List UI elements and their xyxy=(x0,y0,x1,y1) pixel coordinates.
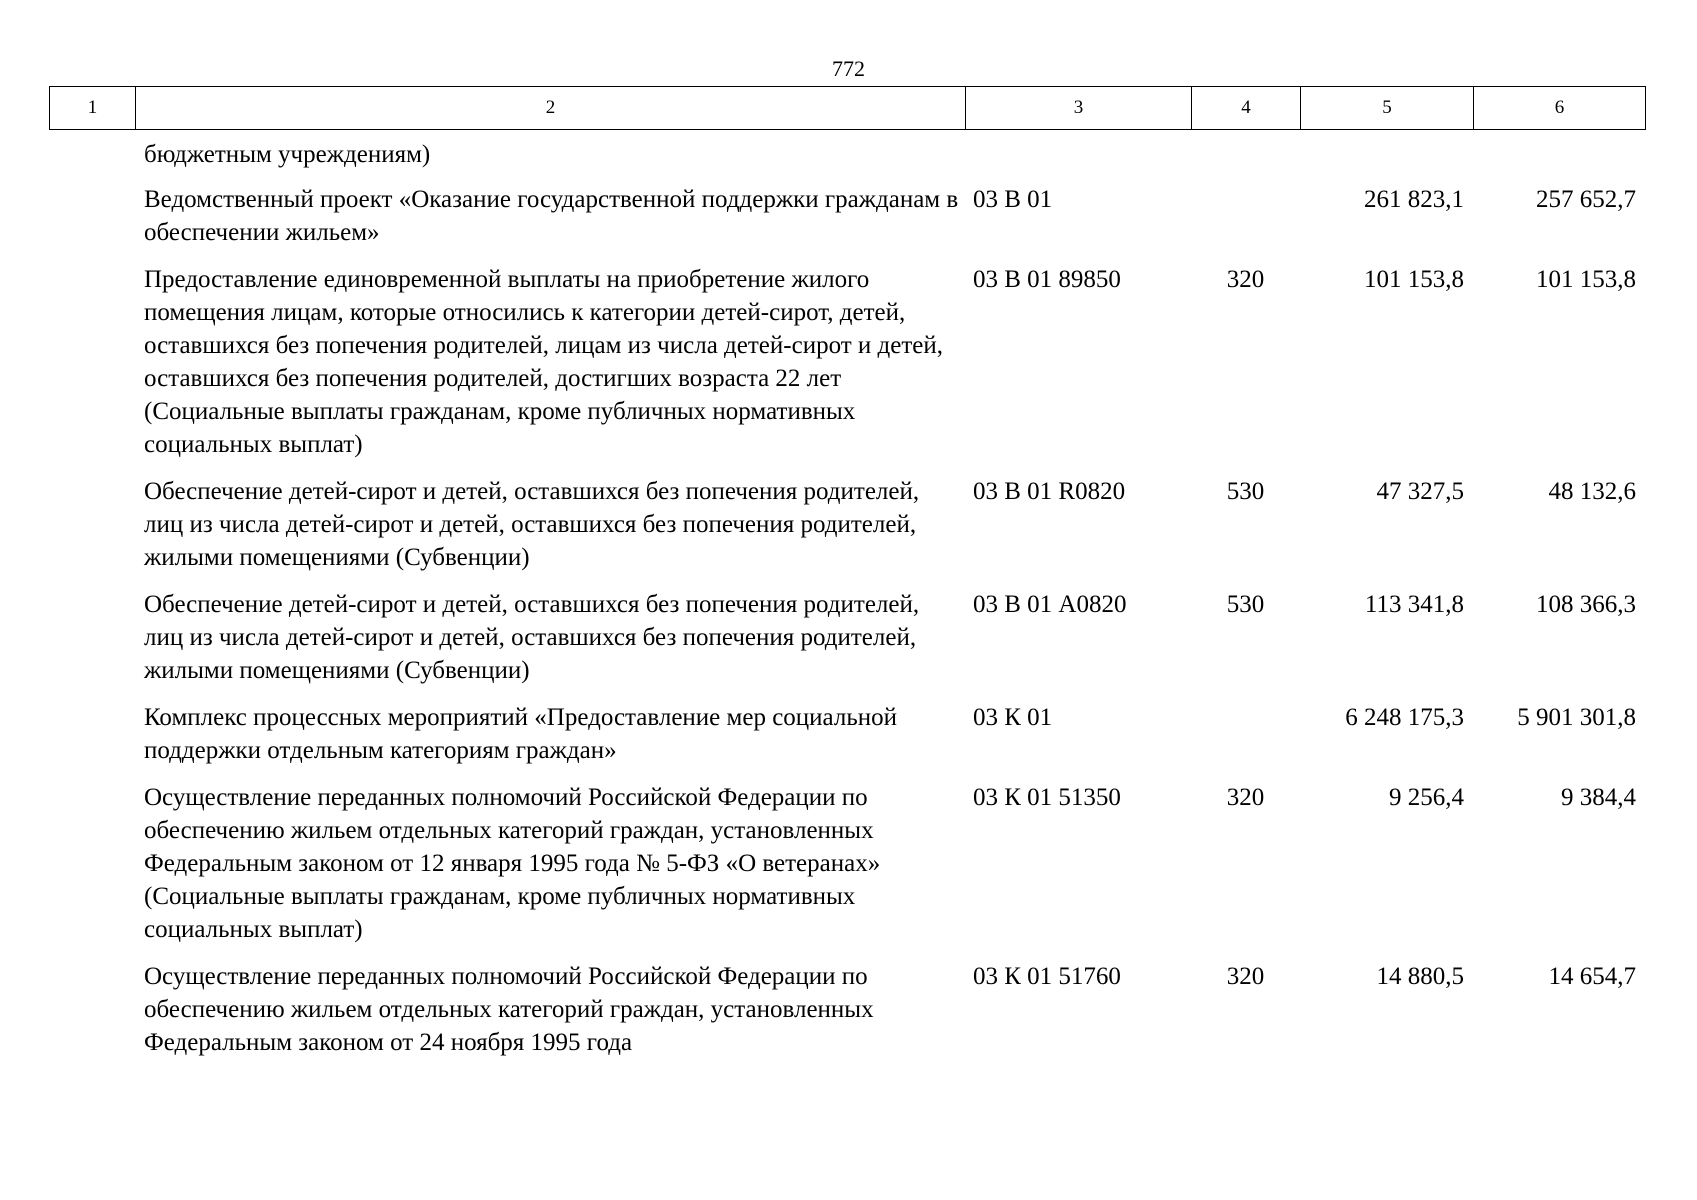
row-value-5: 101 153,8 xyxy=(1364,266,1464,293)
row-description: Обеспечение детей-сирот и детей, оставшихся без попечения родителей, лиц из числа детей-сирот и детей, оставшихся без попечения родителей, жилыми помещениями (Субвенции) xyxy=(144,478,920,571)
row-expense-type: 530 xyxy=(1226,478,1265,505)
row-description: Осуществление переданных полномочий Российской Федерации по обеспечению жильем отдельных категорий граждан, установленных Федеральным законом от 12 января 1995 года № 5-ФЗ «О ветеранах» (Социальные выплаты гражданам, кроме публичных нормативных социальных выплат) xyxy=(144,784,881,943)
row-expense-type xyxy=(1191,183,1300,263)
row-code: 03 К 01 xyxy=(973,704,1053,731)
row-code: 03 В 01 R0820 xyxy=(973,478,1126,505)
header-col-6: 6 xyxy=(1474,87,1646,130)
table-row xyxy=(49,183,1645,263)
table-row xyxy=(49,781,1645,960)
row-description: Обеспечение детей-сирот и детей, оставшихся без попечения родителей, лиц из числа детей-сирот и детей, оставшихся без попечения родителей, жилыми помещениями (Субвенции) xyxy=(144,591,920,684)
row-code: 03 В 01 89850 xyxy=(973,266,1121,293)
row-code: 03 В 01 xyxy=(973,186,1053,213)
column-number-header xyxy=(49,86,1646,130)
header-col-4: 4 xyxy=(1192,87,1301,130)
header-col-2: 2 xyxy=(136,87,966,130)
row-value-5 xyxy=(1300,138,1473,183)
row-code: 03 К 01 51350 xyxy=(973,784,1121,811)
row-value-6: 108 366,3 xyxy=(1536,591,1636,618)
table-row xyxy=(49,475,1645,588)
table-row xyxy=(49,701,1645,781)
row-value-5: 47 327,5 xyxy=(1376,478,1464,505)
row-value-6: 5 901 301,8 xyxy=(1517,704,1636,731)
header-col-3: 3 xyxy=(966,87,1192,130)
row-description: бюджетным учреждениям) xyxy=(144,141,431,168)
row-code xyxy=(965,138,1191,183)
table-row xyxy=(49,138,1645,183)
row-expense-type: 530 xyxy=(1226,591,1265,618)
row-code: 03 В 01 А0820 xyxy=(973,591,1127,618)
row-code: 03 К 01 51760 xyxy=(973,963,1121,990)
row-expense-type: 320 xyxy=(1226,963,1265,990)
row-description: Комплекс процессных мероприятий «Предоставление мер социальной поддержки отдельным категориям граждан» xyxy=(144,704,898,764)
row-description: Осуществление переданных полномочий Российской Федерации по обеспечению жильем отдельных категорий граждан, установленных Федеральным законом от 24 ноября 1995 года xyxy=(144,963,874,1056)
row-expense-type xyxy=(1191,701,1300,781)
header-col-1: 1 xyxy=(50,87,136,130)
row-value-5: 6 248 175,3 xyxy=(1345,704,1464,731)
row-value-6 xyxy=(1473,138,1645,183)
budget-table xyxy=(49,138,1645,1073)
row-value-5: 9 256,4 xyxy=(1389,784,1464,811)
row-expense-type xyxy=(1191,138,1300,183)
row-expense-type: 320 xyxy=(1226,784,1265,811)
row-value-5: 14 880,5 xyxy=(1376,963,1464,990)
header-col-5: 5 xyxy=(1301,87,1474,130)
header-row xyxy=(50,87,1646,130)
row-value-6: 257 652,7 xyxy=(1536,186,1636,213)
row-value-6: 48 132,6 xyxy=(1548,478,1636,505)
table-row xyxy=(49,263,1645,475)
table-row xyxy=(49,960,1645,1073)
row-description: Ведомственный проект «Оказание государственной поддержки гражданам в обеспечении жильем» xyxy=(144,186,959,246)
row-value-5: 113 341,8 xyxy=(1364,591,1464,618)
row-value-5: 261 823,1 xyxy=(1364,186,1464,213)
table-row xyxy=(49,588,1645,701)
row-value-6: 14 654,7 xyxy=(1548,963,1636,990)
row-expense-type: 320 xyxy=(1226,266,1265,293)
row-value-6: 9 384,4 xyxy=(1561,784,1636,811)
page-number: 772 xyxy=(832,56,865,81)
row-description: Предоставление единовременной выплаты на приобретение жилого помещения лицам, которые относились к категории детей-сирот, детей, оставшихся без попечения родителей, лицам из числа детей-сирот и детей, оставшихся без попечения родителей, достигших возраста 22 лет (Социальные выплаты гражданам, кроме публичных нормативных социальных выплат) xyxy=(144,266,944,458)
row-value-6: 101 153,8 xyxy=(1536,266,1636,293)
